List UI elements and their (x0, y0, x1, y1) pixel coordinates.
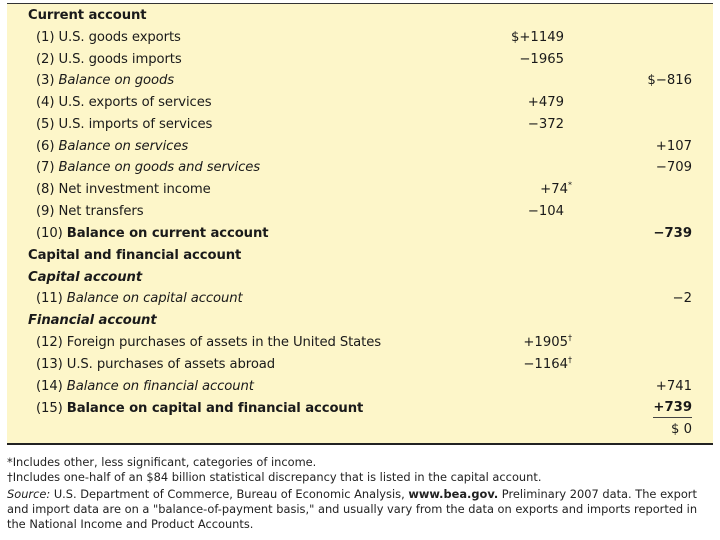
balance-value: −709 (655, 160, 692, 175)
footnote-marker: † (568, 333, 572, 343)
table-row (0, 332, 720, 354)
table-row (0, 70, 720, 92)
section-heading: Capital and financial account (28, 248, 242, 263)
value-text: −1965 (519, 52, 564, 67)
section-current-account (0, 5, 720, 27)
table-row (0, 92, 720, 114)
row-number: (9) (36, 204, 55, 219)
row-text: Foreign purchases of assets in the United States (66, 335, 381, 350)
table-row (0, 201, 720, 223)
row-label (36, 92, 211, 114)
row-number: (6) (36, 139, 55, 154)
balance-value: $−816 (647, 73, 692, 88)
footnote-marker: * (568, 180, 572, 190)
detail-value (540, 179, 572, 201)
row-text: Balance on goods and services (58, 160, 261, 175)
section-heading: Financial account (28, 313, 157, 328)
section-financial-account (0, 310, 720, 332)
source-text: Preliminary 2007 data. The export and import data are on a "balance-of-payment basis," and usually vary from the data on exports and imports reported in the National Income and Product Accounts. (7, 487, 698, 531)
table-row (0, 27, 720, 49)
row-number: (8) (36, 182, 55, 197)
table-row (0, 114, 720, 136)
value-text: +479 (527, 95, 564, 110)
row-label (36, 157, 260, 179)
detail-value (528, 114, 564, 136)
row-number: (13) (36, 357, 63, 372)
total-row (0, 419, 720, 441)
row-text: Balance on services (58, 139, 189, 154)
table-row (0, 376, 720, 398)
detail-value (511, 27, 564, 49)
row-text: Balance on financial account (66, 379, 254, 394)
table-row (0, 398, 720, 420)
row-label (36, 179, 211, 201)
row-text: U.S. purchases of assets abroad (66, 357, 276, 372)
value-text: −1164 (523, 357, 568, 372)
detail-value (523, 354, 572, 376)
section-capital-financial (0, 245, 720, 267)
row-text: Net transfers (58, 204, 144, 219)
row-number: (11) (36, 291, 63, 306)
row-number: (3) (36, 73, 55, 88)
footnotes (7, 455, 713, 485)
detail-value (528, 201, 564, 223)
row-text: Balance on current account (66, 226, 269, 241)
value-text: −104 (527, 204, 564, 219)
row-label (36, 49, 182, 71)
table-row (0, 49, 720, 71)
row-label (36, 136, 188, 158)
row-number: (12) (36, 335, 63, 350)
table-row (0, 157, 720, 179)
row-label (36, 201, 143, 223)
row-number: (15) (36, 401, 63, 416)
row-text: Balance on capital account (66, 291, 243, 306)
balance-value: −2 (672, 291, 692, 306)
row-number: (14) (36, 379, 63, 394)
footnote-dagger: †Includes one-half of an $84 billion statistical discrepancy that is listed in the capital account. (7, 470, 542, 484)
table-row (0, 288, 720, 310)
footnote-star: *Includes other, less significant, categories of income. (7, 455, 317, 469)
detail-value (519, 49, 564, 71)
row-label (36, 70, 174, 92)
value-text: $+1149 (510, 30, 564, 45)
row-text: U.S. goods exports (58, 30, 181, 45)
footnote-marker: † (568, 355, 572, 365)
row-number: (7) (36, 160, 55, 175)
balance-value: +107 (655, 139, 692, 154)
row-label (36, 354, 275, 376)
row-text: U.S. exports of services (58, 95, 212, 110)
detail-value (528, 92, 564, 114)
balance-value: +741 (655, 379, 692, 394)
value-text: −372 (527, 117, 564, 132)
row-label (36, 376, 254, 398)
row-text: U.S. imports of services (58, 117, 213, 132)
table-row (0, 136, 720, 158)
row-label (36, 398, 363, 420)
table-row (0, 223, 720, 245)
source-label: Source: (7, 487, 51, 501)
value-text: +1905 (523, 335, 568, 350)
row-number: (5) (36, 117, 55, 132)
row-number: (1) (36, 30, 55, 45)
section-heading: Capital account (28, 270, 143, 285)
table-row (0, 179, 720, 201)
balance-value: +739 (653, 398, 692, 418)
row-text: Balance on capital and financial account (66, 401, 364, 416)
section-heading: Current account (28, 8, 147, 23)
row-number: (4) (36, 95, 55, 110)
balance-value: −739 (653, 226, 692, 241)
source-url: www.bea.gov. (408, 487, 499, 501)
row-label (36, 114, 212, 136)
detail-value (523, 332, 572, 354)
source-text: U.S. Department of Commerce, Bureau of Economic Analysis, (50, 487, 409, 501)
value-text: +74 (540, 182, 568, 197)
total-value: $ 0 (671, 422, 692, 437)
row-label (36, 223, 268, 245)
source-note (7, 487, 713, 532)
row-label (36, 288, 243, 310)
section-capital-account (0, 267, 720, 289)
row-text: Balance on goods (58, 73, 175, 88)
row-label (36, 332, 381, 354)
table-row (0, 354, 720, 376)
row-text: U.S. goods imports (58, 52, 182, 67)
row-number: (2) (36, 52, 55, 67)
row-label (36, 27, 181, 49)
row-number: (10) (36, 226, 63, 241)
row-text: Net investment income (58, 182, 211, 197)
